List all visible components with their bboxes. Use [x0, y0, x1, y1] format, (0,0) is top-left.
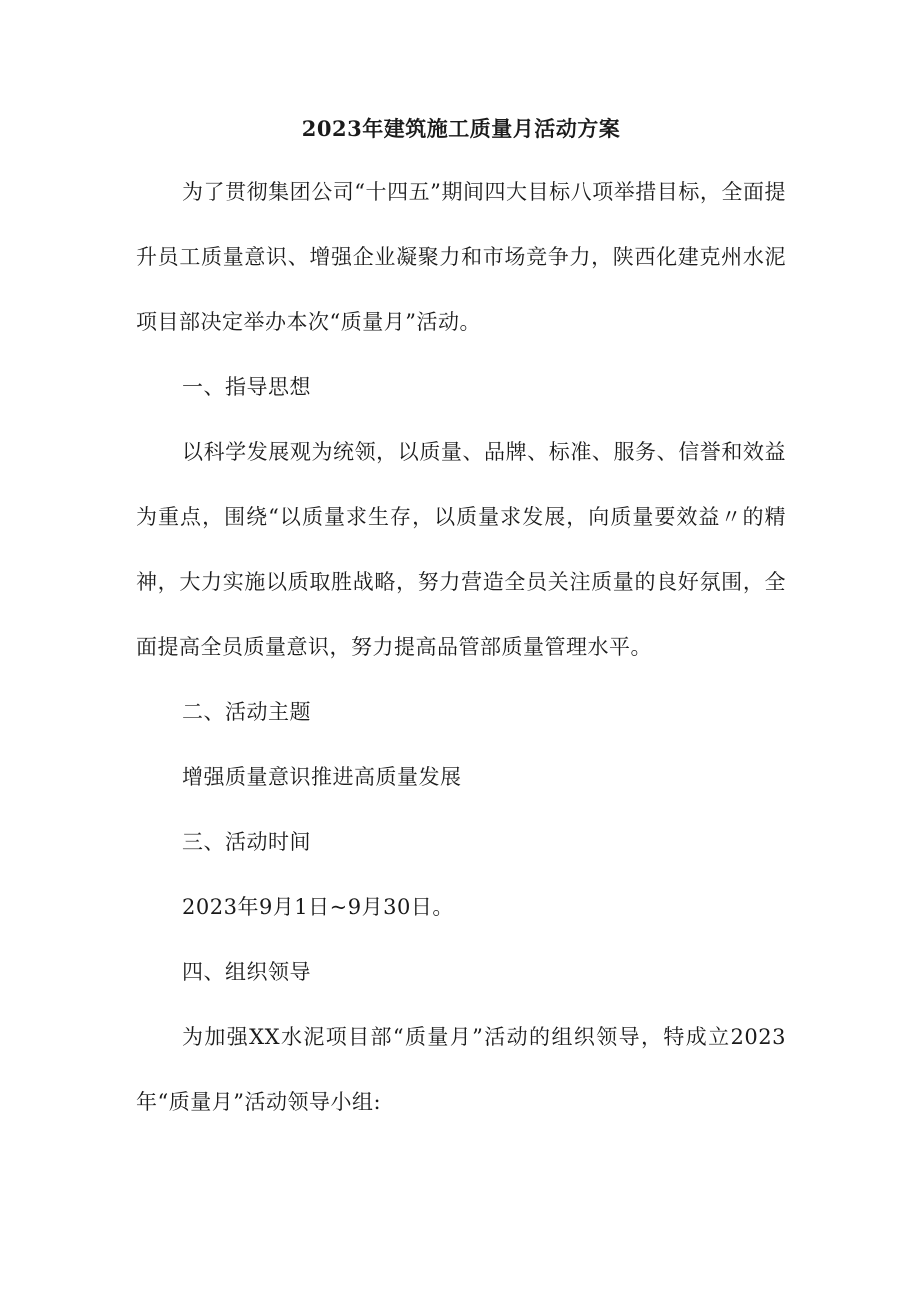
activity-time-paragraph: 2023年9月1日~9月30日。 — [182, 895, 454, 919]
section-heading-organization: 四、组织领导 — [182, 960, 311, 984]
intro-paragraph: 为了贯彻集团公司“十四五”期间四大目标八项举措目标，全面提升员工质量意识、增强企业凝聚力和市场竞争力，陕西化建克州水泥项目部决定举办本次“质量月”活动。 — [136, 180, 786, 334]
activity-theme-paragraph: 增强质量意识推进高质量发展 — [182, 765, 462, 789]
guiding-ideology-paragraph: 以科学发展观为统领，以质量、品牌、标准、服务、信誉和效益为重点，围绕“以质量求生存，以质量求发展，向质量要效益〃的精神，大力实施以质取胜战略，努力营造全员关注质量的良好氛围，全面提高全员质量意识，努力提高品管部质量管理水平。 — [136, 440, 786, 659]
section-heading-activity-time: 三、活动时间 — [182, 830, 311, 854]
document-title: 2023年建筑施工质量月活动方案 — [301, 116, 621, 141]
organization-paragraph: 为加强XX水泥项目部“质量月”活动的组织领导，特成立2023年“质量月”活动领导小组: — [136, 1025, 786, 1114]
section-heading-activity-theme: 二、活动主题 — [182, 700, 311, 724]
section-heading-guiding-ideology: 一、指导思想 — [182, 375, 311, 399]
